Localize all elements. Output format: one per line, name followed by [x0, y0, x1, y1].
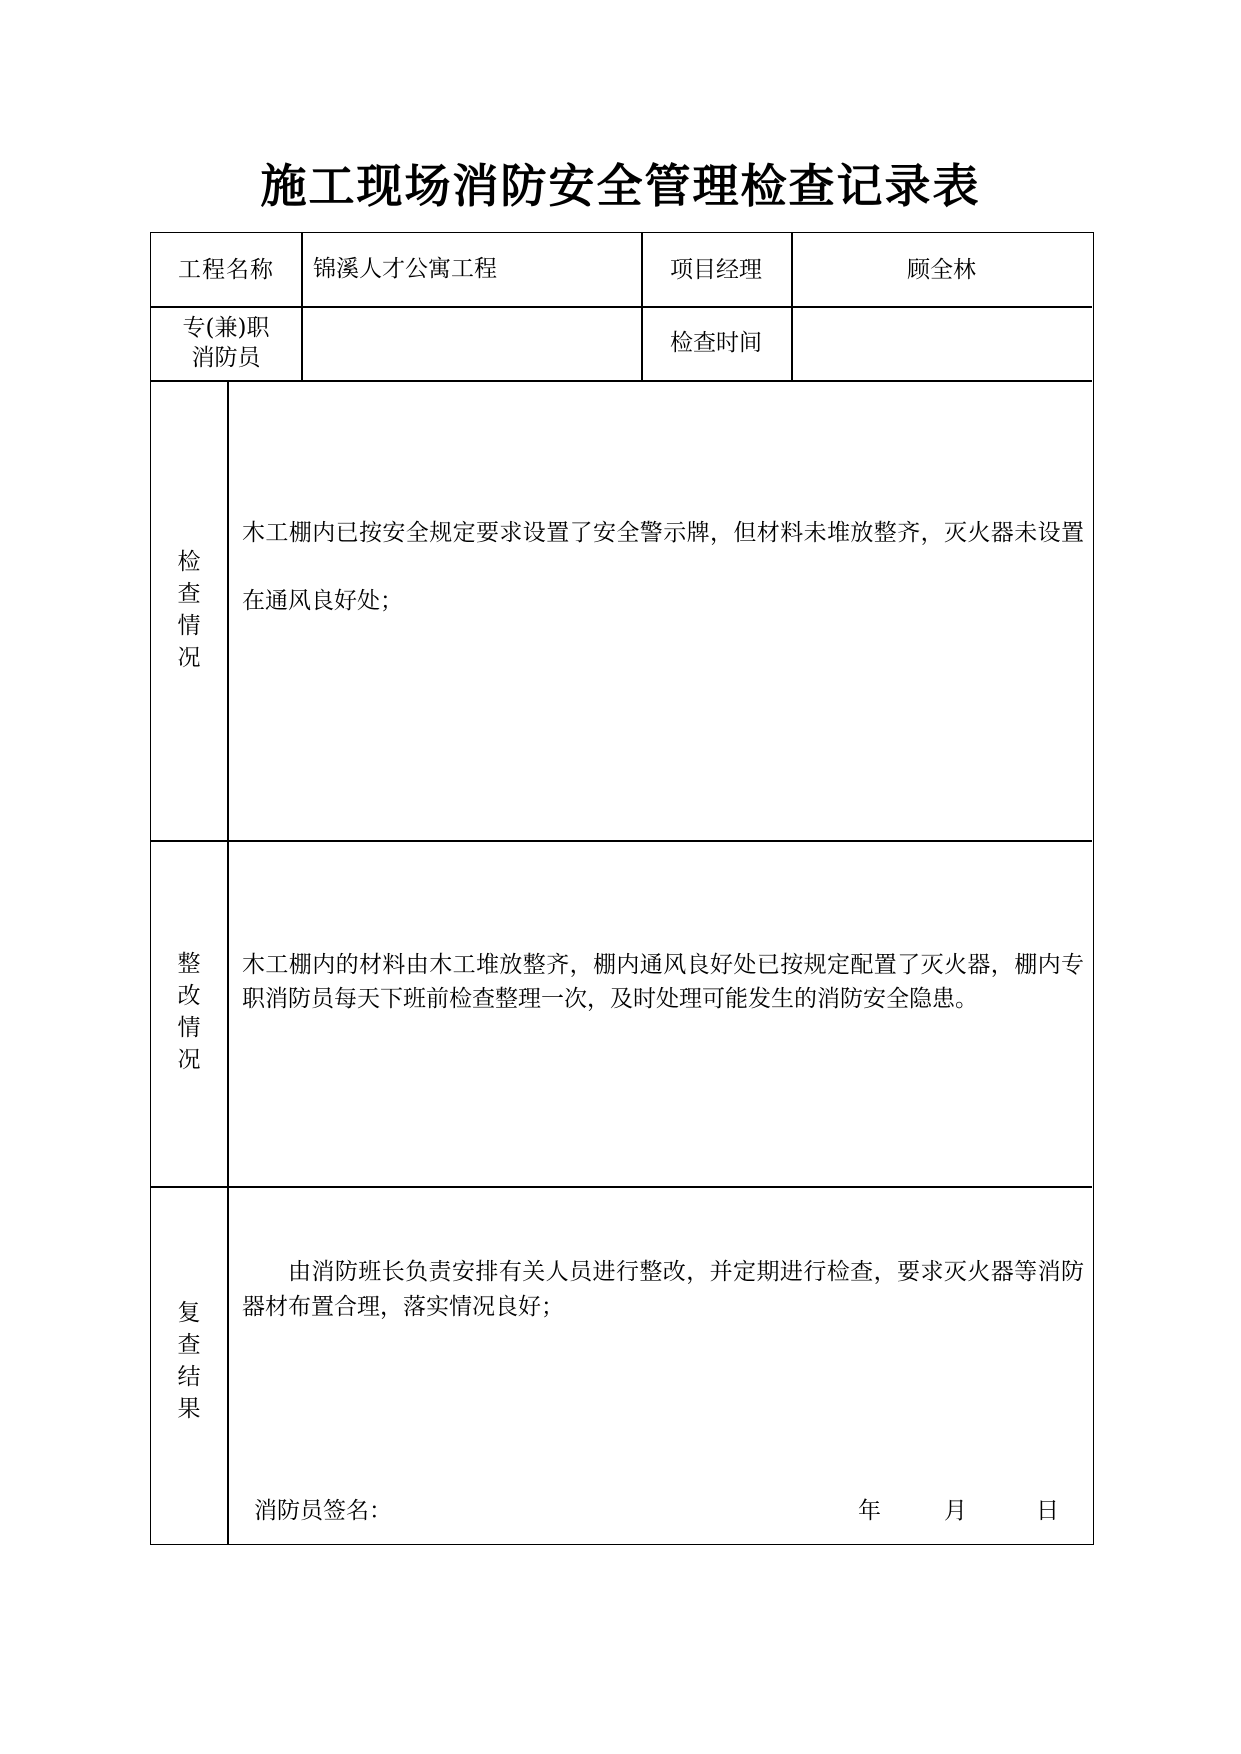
review-text: 由消防班长负责安排有关人员进行整改，并定期进行检查，要求灭火器等消防器材布置合理，落实情况良好； — [242, 1259, 1084, 1320]
rectification-label: 整改情况 — [177, 951, 201, 1073]
fire-officer-label-line2: 消防员 — [191, 345, 261, 371]
col-divider — [301, 233, 303, 380]
day-label: 日 — [1036, 1498, 1059, 1524]
row-divider — [151, 380, 1092, 382]
fire-officer-label — [151, 306, 301, 380]
inspection-label: 检查情况 — [177, 549, 201, 671]
check-time-label: 检查时间 — [670, 330, 762, 356]
month-label: 月 — [944, 1498, 967, 1524]
project-manager-label: 项目经理 — [670, 256, 762, 283]
col-divider — [227, 380, 229, 1544]
year-label: 年 — [858, 1498, 881, 1524]
signature-label: 消防员签名： — [254, 1498, 392, 1524]
inspection-form — [150, 232, 1094, 1545]
fire-officer-label-line1: 专(兼)职 — [182, 315, 270, 341]
row-divider — [151, 1186, 1092, 1188]
inspection-text: 木工棚内已按安全规定要求设置了安全警示牌，但材料未堆放整齐，灭火器未设置在通风良好处； — [242, 520, 1084, 614]
review-label: 复查结果 — [177, 1300, 201, 1422]
check-time-value — [791, 306, 1092, 380]
page-title: 施工现场消防安全管理检查记录表 — [260, 159, 981, 213]
row-divider — [151, 840, 1092, 842]
project-manager-value: 顾全林 — [907, 256, 976, 283]
rectification-text: 木工棚内的材料由木工堆放整齐，棚内通风良好处已按规定配置了灭火器，棚内专职消防员每天下班前检查整理一次，及时处理可能发生的消防安全隐患。 — [242, 952, 1084, 1012]
project-name-value: 锦溪人才公寓工程 — [313, 256, 497, 282]
project-name-label: 工程名称 — [178, 256, 274, 283]
